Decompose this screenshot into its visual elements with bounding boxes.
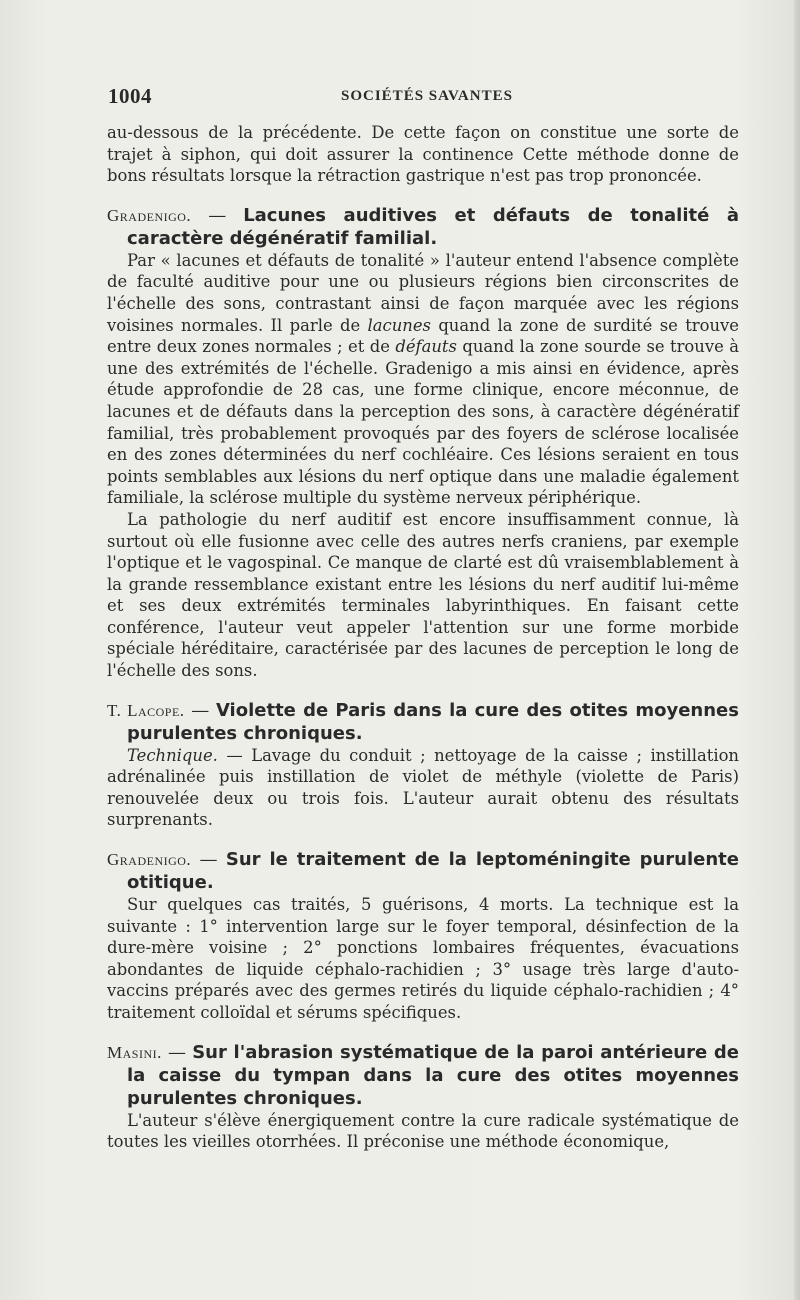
section-heading bbox=[107, 1041, 739, 1110]
heading-dash: — bbox=[199, 849, 218, 871]
heading-dash: — bbox=[191, 699, 210, 721]
section-title: Sur l'abrasion systématique de la paroi antérieure de la caisse du tympan dans la cure des otites moyennes purulentes chroniques. bbox=[127, 1041, 739, 1109]
heading-dash: — bbox=[208, 204, 227, 226]
italic-term: défauts bbox=[395, 337, 457, 357]
section-heading bbox=[107, 848, 739, 894]
paragraph-text: quand la zone de surdité se trouve entre deux zones normales ; et de bbox=[107, 315, 739, 357]
section-title: Violette de Paris dans la cure des otites moyennes purulentes chroniques. bbox=[127, 699, 739, 744]
running-head: SOCIÉTÉS SAVANTES bbox=[341, 88, 513, 104]
section-author: Masini. bbox=[107, 1042, 162, 1062]
paragraph-text: quand la zone sourde se trouve à une des extrémités de l'échelle. Gradenigo a mis ainsi en évidence, après étude approfondie de 28 cas, une forme clinique, encore méconnue, de lacunes et de défauts dans la perception des sons, à caractère dégénératif familial, très probablement provoqués par des foyers de sclérose localisée en des zones déterminées du nerf cochléaire. Ces lésions seraient en tous points semblables aux lésions du nerf optique dans une maladie également familiale, la sclérose multiple du système nerveux périphérique. bbox=[107, 337, 739, 508]
page-edge bbox=[794, 0, 800, 1300]
section-title: Sur le traitement de la leptoméningite purulente otitique. bbox=[127, 849, 739, 894]
paragraph bbox=[107, 745, 739, 831]
section-masini-abrasion bbox=[107, 1041, 739, 1153]
section-author: Gradenigo. bbox=[107, 850, 192, 870]
section-title: Lacunes auditives et défauts de tonalité à caractère dégénératif familial. bbox=[127, 204, 739, 249]
section-heading bbox=[107, 699, 739, 745]
section-gradenigo-lacunes bbox=[107, 204, 739, 682]
heading-dash: — bbox=[168, 1041, 187, 1063]
section-author: Gradenigo. bbox=[107, 205, 192, 225]
paragraph bbox=[107, 250, 739, 509]
section-author: T. Lacope. bbox=[107, 700, 185, 720]
italic-lead: Technique. bbox=[127, 745, 218, 765]
paragraph-text: Par « lacunes et défauts de tonalité » l'auteur entend l'absence complète de faculté auditive pour une ou plusieurs régions bien circonscrites de l'échelle des sons, contrastant ainsi de façon marquée avec les régions voisines normales. Il parle de bbox=[107, 250, 739, 335]
paragraph-text: — Lavage du conduit ; nettoyage de la caisse ; instillation adrénalinée puis instillation de violet de méthyle (violette de Paris) renouvelée deux ou trois fois. L'auteur aurait obtenu des résultats surprenants. bbox=[107, 745, 739, 830]
section-gradenigo-leptomeningite bbox=[107, 848, 739, 1024]
paragraph: Sur quelques cas traités, 5 guérisons, 4 morts. La technique est la suivante : 1° intervention large sur le foyer temporal, désinfection de la dure-mère voisine ; 2° ponctions lombaires fréquentes, évacuations abondantes de liquide céphalo-rachidien ; 3° usage très large d'auto-vaccins préparés avec des germes retirés du liquide céphalo-rachidien ; 4° traitement colloïdal et sérums spécifiques. bbox=[107, 895, 739, 1022]
section-lacope-violette bbox=[107, 699, 739, 831]
section-heading bbox=[107, 204, 739, 250]
page-header bbox=[108, 84, 738, 110]
paragraph: L'auteur s'élève énergiquement contre la cure radicale systématique de toutes les vieilles otorrhées. Il préconise une méthode économique, bbox=[107, 1110, 739, 1152]
page-number: 1004 bbox=[108, 84, 152, 108]
paragraph: La pathologie du nerf auditif est encore insuffisamment connue, là surtout où elle fusionne avec celle des autres nerfs craniens, par exemple l'optique et le vagospinal. Ce manque de clarté est dû vraisemblablement à la grande ressemblance existant entre les lésions du nerf auditif lui-même et ses deux extrémités terminales labyrinthiques. En faisant cette conférence, l'auteur veut appeler l'attention sur une forme morbide spéciale héréditaire, caractérisée par des lacunes de perception le long de l'échelle des sons. bbox=[107, 509, 739, 681]
opening-paragraph: au-dessous de la précédente. De cette façon on constitue une sorte de trajet à siphon, qui doit assurer la continence Cette méthode donne de bons résultats lorsque la rétraction gastrique n'est pas trop prononcée. bbox=[107, 123, 739, 186]
body-text bbox=[107, 122, 739, 1153]
italic-term: lacunes bbox=[367, 315, 431, 335]
